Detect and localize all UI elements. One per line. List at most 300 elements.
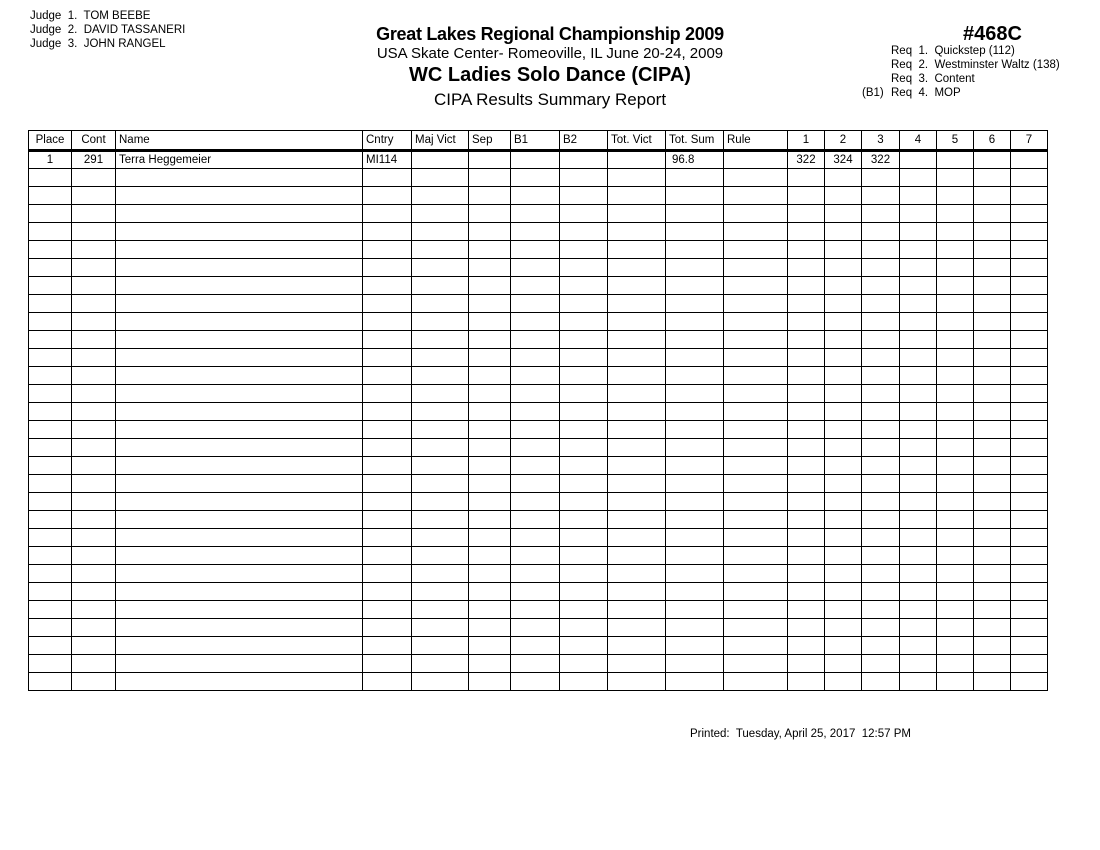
- table-cell: [412, 421, 469, 439]
- table-cell: [608, 511, 666, 529]
- table-row: [29, 583, 1048, 601]
- table-cell: [788, 169, 825, 187]
- table-cell: [560, 151, 608, 169]
- table-cell: [825, 637, 862, 655]
- table-cell: [1011, 619, 1048, 637]
- table-cell: [116, 565, 363, 583]
- table-cell: [560, 295, 608, 313]
- table-cell: [469, 655, 511, 673]
- table-cell: [974, 547, 1011, 565]
- table-cell: [1011, 295, 1048, 313]
- table-cell: [974, 637, 1011, 655]
- table-cell: [724, 367, 788, 385]
- table-cell: [900, 655, 937, 673]
- table-cell: [116, 241, 363, 259]
- table-cell: [937, 493, 974, 511]
- table-cell: [469, 331, 511, 349]
- table-cell: [900, 493, 937, 511]
- table-cell: [469, 475, 511, 493]
- table-cell: [825, 403, 862, 421]
- table-cell: [724, 385, 788, 403]
- table-cell: [363, 169, 412, 187]
- table-cell: [788, 511, 825, 529]
- table-cell: [788, 205, 825, 223]
- table-cell: [608, 349, 666, 367]
- judge-3: Judge 3. JOHN RANGEL: [30, 38, 166, 50]
- table-cell: [1011, 493, 1048, 511]
- table-cell: [937, 439, 974, 457]
- table-cell: [974, 367, 1011, 385]
- table-cell: [900, 601, 937, 619]
- table-cell: [900, 241, 937, 259]
- table-cell: [511, 313, 560, 331]
- table-cell: [788, 619, 825, 637]
- table-cell: [363, 421, 412, 439]
- table-cell: [412, 565, 469, 583]
- table-cell: [974, 529, 1011, 547]
- table-cell: [560, 259, 608, 277]
- table-cell: [666, 601, 724, 619]
- printed-timestamp: Printed: Tuesday, April 25, 2017 12:57 PM: [690, 728, 911, 740]
- table-cell: [788, 457, 825, 475]
- table-row: [29, 241, 1048, 259]
- table-cell: [608, 205, 666, 223]
- table-cell: [862, 565, 900, 583]
- table-cell: [937, 619, 974, 637]
- column-header-sep: Sep: [469, 131, 511, 151]
- table-cell: [974, 493, 1011, 511]
- table-cell: [29, 439, 72, 457]
- table-cell: [1011, 475, 1048, 493]
- table-cell: [788, 241, 825, 259]
- table-cell: [974, 313, 1011, 331]
- table-cell: [724, 601, 788, 619]
- table-cell: [724, 493, 788, 511]
- table-cell: [363, 187, 412, 205]
- table-row: [29, 151, 1048, 169]
- table-cell: [937, 565, 974, 583]
- table-cell: [1011, 169, 1048, 187]
- table-cell: [608, 421, 666, 439]
- table-cell: [363, 223, 412, 241]
- table-cell: [666, 205, 724, 223]
- table-cell: [937, 673, 974, 691]
- table-cell: [825, 529, 862, 547]
- table-cell: [560, 637, 608, 655]
- table-cell: [900, 385, 937, 403]
- table-cell: [116, 457, 363, 475]
- table-cell: [412, 313, 469, 331]
- table-row: [29, 601, 1048, 619]
- table-cell: [900, 475, 937, 493]
- table-cell: [974, 619, 1011, 637]
- table-row: [29, 421, 1048, 439]
- table-cell: [511, 241, 560, 259]
- table-cell: [862, 169, 900, 187]
- table-row: [29, 655, 1048, 673]
- table-cell: [72, 169, 116, 187]
- table-cell: [1011, 385, 1048, 403]
- table-cell: [1011, 637, 1048, 655]
- table-cell: [937, 511, 974, 529]
- table-cell: [825, 421, 862, 439]
- table-cell: [469, 619, 511, 637]
- table-cell: [72, 583, 116, 601]
- table-cell: [29, 331, 72, 349]
- table-cell: [363, 565, 412, 583]
- table-cell: [511, 583, 560, 601]
- table-cell: [511, 367, 560, 385]
- table-row: [29, 619, 1048, 637]
- table-cell: [412, 169, 469, 187]
- column-header-6: 6: [974, 131, 1011, 151]
- table-cell: [363, 439, 412, 457]
- table-cell: [862, 313, 900, 331]
- table-cell: [29, 169, 72, 187]
- table-cell: [560, 547, 608, 565]
- column-header-cont: Cont: [72, 131, 116, 151]
- table-cell: [974, 151, 1011, 169]
- table-row: [29, 259, 1048, 277]
- table-cell: [511, 547, 560, 565]
- table-cell: [29, 421, 72, 439]
- table-cell: [862, 511, 900, 529]
- table-cell: [608, 295, 666, 313]
- table-cell: [825, 277, 862, 295]
- table-cell: [788, 277, 825, 295]
- table-cell: [511, 511, 560, 529]
- table-cell: [72, 601, 116, 619]
- table-cell: [116, 187, 363, 205]
- table-cell: [412, 259, 469, 277]
- table-cell: [1011, 421, 1048, 439]
- table-cell: [560, 169, 608, 187]
- table-row: [29, 673, 1048, 691]
- table-cell: [825, 205, 862, 223]
- table-cell: [469, 205, 511, 223]
- table-cell: [862, 295, 900, 313]
- table-cell: [825, 583, 862, 601]
- column-header-b2: B2: [560, 131, 608, 151]
- table-cell: [974, 295, 1011, 313]
- table-cell: [560, 277, 608, 295]
- table-cell: [116, 511, 363, 529]
- table-cell: [29, 601, 72, 619]
- table-cell: [560, 565, 608, 583]
- table-cell: [724, 241, 788, 259]
- table-cell: [937, 331, 974, 349]
- table-cell: [788, 673, 825, 691]
- table-cell: [116, 439, 363, 457]
- venue-dates: USA Skate Center- Romeoville, IL June 20-24, 2009: [376, 45, 724, 62]
- table-cell: [412, 601, 469, 619]
- table-row: [29, 349, 1048, 367]
- table-cell: [1011, 259, 1048, 277]
- table-cell: [560, 583, 608, 601]
- column-header-maj-vict: Maj Vict: [412, 131, 469, 151]
- table-cell: [511, 493, 560, 511]
- table-cell: [825, 331, 862, 349]
- table-cell: [825, 457, 862, 475]
- table-cell: [412, 403, 469, 421]
- table-cell: [412, 673, 469, 691]
- table-cell: [72, 367, 116, 385]
- table-cell: [724, 169, 788, 187]
- requirement-3: Req 3. Content: [891, 73, 975, 85]
- table-cell: [900, 421, 937, 439]
- table-cell: [788, 223, 825, 241]
- table-cell: [511, 421, 560, 439]
- table-cell: [666, 223, 724, 241]
- table-cell: [666, 619, 724, 637]
- table-cell: [862, 619, 900, 637]
- table-cell: [608, 277, 666, 295]
- table-cell: [724, 475, 788, 493]
- table-cell: [724, 511, 788, 529]
- table-cell: [72, 295, 116, 313]
- table-cell: [1011, 223, 1048, 241]
- table-cell: [29, 187, 72, 205]
- table-row: [29, 295, 1048, 313]
- table-cell: [666, 403, 724, 421]
- table-cell: [72, 223, 116, 241]
- table-cell: [937, 367, 974, 385]
- table-cell: [29, 655, 72, 673]
- table-cell: [469, 421, 511, 439]
- table-header-row: [29, 131, 1048, 151]
- table-cell: [937, 241, 974, 259]
- column-header-5: 5: [937, 131, 974, 151]
- table-cell: [29, 241, 72, 259]
- table-cell: [666, 385, 724, 403]
- table-cell: [862, 457, 900, 475]
- competition-title: Great Lakes Regional Championship 2009: [376, 24, 724, 44]
- table-cell: [1011, 511, 1048, 529]
- table-cell: [412, 187, 469, 205]
- table-cell: [29, 385, 72, 403]
- table-cell: [1011, 673, 1048, 691]
- table-cell: [1011, 349, 1048, 367]
- column-header-place: Place: [29, 131, 72, 151]
- table-row: [29, 637, 1048, 655]
- table-cell: [937, 421, 974, 439]
- table-cell: [788, 439, 825, 457]
- table-cell: [724, 403, 788, 421]
- table-cell: [724, 619, 788, 637]
- table-row: [29, 331, 1048, 349]
- table-cell: [29, 565, 72, 583]
- table-cell: [560, 403, 608, 421]
- table-cell: [608, 493, 666, 511]
- column-header-1: 1: [788, 131, 825, 151]
- event-number: #468C: [963, 23, 1022, 45]
- table-cell: [825, 295, 862, 313]
- requirement-1: Req 1. Quickstep (112): [891, 45, 1015, 57]
- table-row: [29, 493, 1048, 511]
- table-cell: 291: [72, 151, 116, 169]
- table-cell: [116, 295, 363, 313]
- table-row: [29, 367, 1048, 385]
- table-cell: [412, 583, 469, 601]
- table-cell: [862, 187, 900, 205]
- requirement-4: (B1) Req 4. MOP: [862, 87, 961, 99]
- table-cell: [724, 547, 788, 565]
- table-cell: [469, 151, 511, 169]
- table-cell: [72, 277, 116, 295]
- table-cell: [363, 349, 412, 367]
- table-cell: [412, 331, 469, 349]
- table-cell: [560, 655, 608, 673]
- table-cell: [788, 655, 825, 673]
- table-cell: [511, 439, 560, 457]
- table-cell: [511, 223, 560, 241]
- table-cell: [900, 673, 937, 691]
- table-cell: [788, 565, 825, 583]
- table-cell: [72, 241, 116, 259]
- table-cell: [974, 205, 1011, 223]
- table-cell: [363, 295, 412, 313]
- table-cell: [560, 439, 608, 457]
- table-cell: [363, 655, 412, 673]
- table-cell: [29, 673, 72, 691]
- table-cell: [724, 439, 788, 457]
- table-cell: [724, 673, 788, 691]
- table-row: [29, 565, 1048, 583]
- judge-2: Judge 2. DAVID TASSANERI: [30, 24, 186, 36]
- table-cell: [72, 439, 116, 457]
- table-cell: [666, 241, 724, 259]
- table-cell: [974, 403, 1011, 421]
- table-cell: [788, 385, 825, 403]
- table-cell: [900, 187, 937, 205]
- table-cell: [862, 331, 900, 349]
- table-cell: [412, 475, 469, 493]
- table-cell: [900, 547, 937, 565]
- table-cell: [412, 241, 469, 259]
- table-cell: [900, 151, 937, 169]
- table-cell: [900, 457, 937, 475]
- table-cell: [116, 421, 363, 439]
- table-cell: [116, 205, 363, 223]
- table-row: [29, 205, 1048, 223]
- table-cell: [666, 295, 724, 313]
- table-cell: [469, 565, 511, 583]
- table-cell: [29, 619, 72, 637]
- table-cell: [72, 493, 116, 511]
- table-cell: [974, 241, 1011, 259]
- table-cell: [29, 583, 72, 601]
- requirement-2: Req 2. Westminster Waltz (138): [891, 59, 1060, 71]
- table-cell: [666, 349, 724, 367]
- table-row: [29, 547, 1048, 565]
- table-cell: [29, 259, 72, 277]
- table-cell: [469, 259, 511, 277]
- table-cell: [29, 529, 72, 547]
- column-header-tot-vict: Tot. Vict: [608, 131, 666, 151]
- table-cell: [900, 169, 937, 187]
- table-cell: [900, 259, 937, 277]
- table-cell: [72, 475, 116, 493]
- table-cell: [560, 367, 608, 385]
- table-cell: [29, 475, 72, 493]
- table-cell: [862, 277, 900, 295]
- table-cell: [469, 385, 511, 403]
- table-cell: [1011, 565, 1048, 583]
- table-cell: [72, 421, 116, 439]
- table-cell: [560, 349, 608, 367]
- table-cell: [825, 241, 862, 259]
- table-cell: [974, 565, 1011, 583]
- table-cell: [72, 313, 116, 331]
- table-cell: [825, 475, 862, 493]
- table-cell: [608, 331, 666, 349]
- table-cell: [1011, 205, 1048, 223]
- table-cell: [511, 169, 560, 187]
- table-cell: [29, 547, 72, 565]
- table-cell: [862, 547, 900, 565]
- table-cell: [363, 601, 412, 619]
- column-header-3: 3: [862, 131, 900, 151]
- table-cell: [937, 547, 974, 565]
- table-cell: [862, 241, 900, 259]
- table-cell: [608, 673, 666, 691]
- table-cell: [788, 547, 825, 565]
- table-body: [29, 151, 1048, 691]
- table-cell: [469, 277, 511, 295]
- table-cell: [72, 511, 116, 529]
- table-cell: [363, 583, 412, 601]
- judges-list: [30, 9, 185, 51]
- table-cell: MI114: [363, 151, 412, 169]
- table-cell: [469, 223, 511, 241]
- table-cell: [825, 439, 862, 457]
- table-cell: [788, 601, 825, 619]
- table-cell: [72, 565, 116, 583]
- table-cell: [511, 205, 560, 223]
- table-cell: [72, 259, 116, 277]
- table-cell: [724, 457, 788, 475]
- requirements-list: [862, 44, 1060, 100]
- table-cell: [1011, 403, 1048, 421]
- table-cell: [862, 655, 900, 673]
- table-cell: [788, 367, 825, 385]
- table-cell: [900, 511, 937, 529]
- table-cell: [666, 439, 724, 457]
- table-cell: [511, 565, 560, 583]
- table-cell: [666, 493, 724, 511]
- table-cell: [825, 169, 862, 187]
- table-cell: [469, 457, 511, 475]
- table-cell: [29, 313, 72, 331]
- table-cell: [724, 565, 788, 583]
- table-cell: [974, 673, 1011, 691]
- table-cell: [29, 457, 72, 475]
- table-cell: [469, 601, 511, 619]
- table-cell: [788, 421, 825, 439]
- table-cell: [412, 529, 469, 547]
- table-cell: [72, 619, 116, 637]
- table-cell: [560, 187, 608, 205]
- table-cell: [862, 385, 900, 403]
- table-cell: [511, 475, 560, 493]
- table-cell: [1011, 313, 1048, 331]
- table-cell: [72, 637, 116, 655]
- table-cell: [116, 331, 363, 349]
- table-cell: [666, 529, 724, 547]
- table-cell: [412, 205, 469, 223]
- table-cell: [1011, 655, 1048, 673]
- table-cell: [608, 619, 666, 637]
